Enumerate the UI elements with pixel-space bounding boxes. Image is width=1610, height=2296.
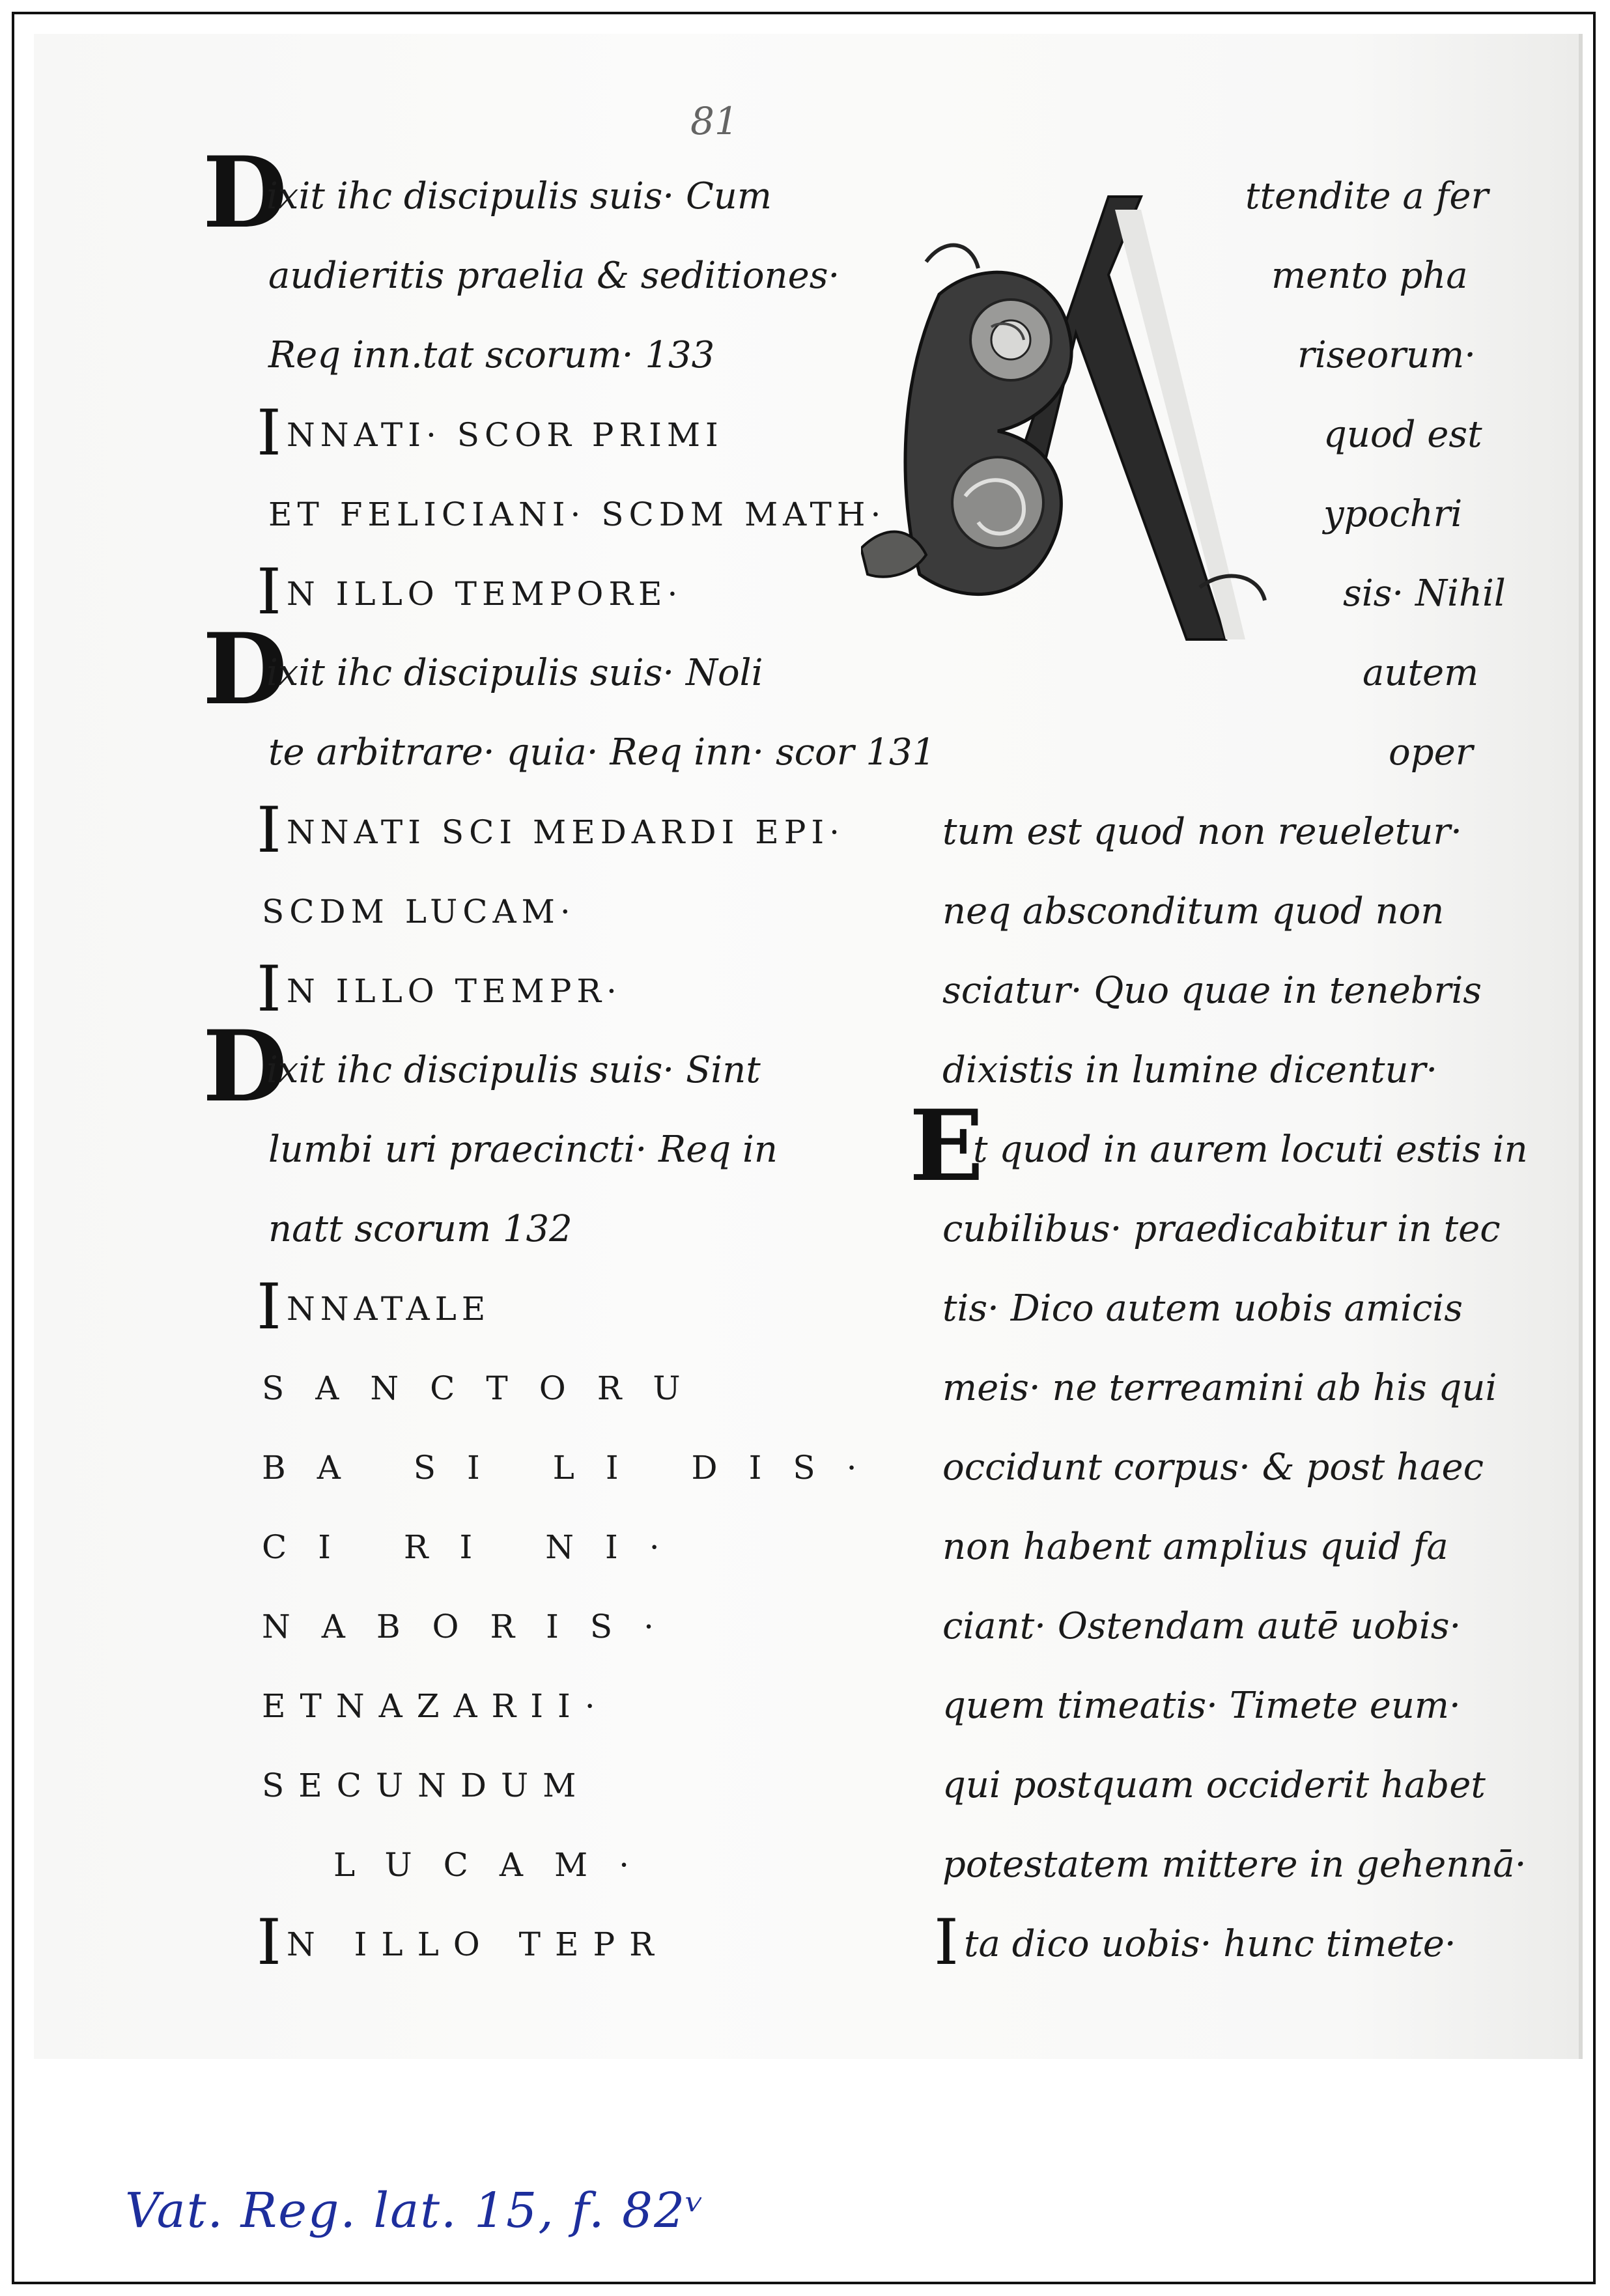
left-column-line: NABORIS·: [262, 1608, 686, 1645]
right-column-line: mento pha: [1271, 255, 1468, 297]
left-column-line: ET FELICIANI· SCDM MATH·: [268, 496, 886, 533]
left-column-line: CI RI NI·: [262, 1528, 691, 1566]
decorated-initial-i: I: [257, 555, 281, 628]
decorated-initial-d: D: [203, 612, 288, 727]
right-column-line: ttendite a fer: [1245, 175, 1489, 217]
right-column-line: sis· Nihil: [1343, 572, 1506, 615]
left-column-line: audieritis praelia & seditiones·: [268, 255, 840, 297]
catalog-caption: Vat. Reg. lat. 15, f. 82ᵛ: [125, 2183, 705, 2239]
left-column-line: lumbi uri praecincti· Req in: [268, 1128, 778, 1171]
decorated-initial-d: D: [203, 1009, 288, 1124]
left-column-line: SANCTORU: [262, 1369, 712, 1407]
left-column-line: N ILLO TEPR: [287, 1925, 668, 1963]
right-column-line: sciatur· Quo quae in tenebris: [942, 970, 1482, 1012]
decorated-initial-i: I: [257, 1906, 281, 1979]
decorated-initial-e: E: [909, 1089, 984, 1203]
left-column-line: NNATALE: [287, 1290, 491, 1328]
right-column-line: quem timeatis· Timete eum·: [942, 1685, 1461, 1727]
left-column-line: te arbitrare· quia· Req inn· scor 131: [268, 731, 936, 774]
right-column-line: neq absconditum quod non: [942, 890, 1445, 932]
illuminated-initial-a-icon: [861, 184, 1519, 698]
left-column-line: N ILLO TEMPORE·: [287, 575, 683, 613]
right-column-line: ta dico uobis· hunc timete·: [964, 1923, 1456, 1965]
right-column-line: non habent amplius quid fa: [942, 1526, 1448, 1568]
left-column-line: BA SI LI DIS·: [262, 1449, 888, 1487]
left-column-line: ixit ihc discipulis suis· Noli: [266, 652, 763, 694]
decorated-initial-i: I: [257, 1270, 281, 1343]
right-column-line: tum est quod non reueletur·: [942, 811, 1462, 853]
manuscript-leaf: [34, 34, 1583, 2059]
right-column-line: ypochri: [1323, 493, 1463, 535]
decorated-initial-i: I: [257, 397, 281, 469]
left-column-line: Req inn.tat scorum· 133: [268, 334, 715, 376]
right-column-line: dixistis in lumine dicentur·: [942, 1049, 1438, 1091]
left-column-line: SECUNDUM: [262, 1767, 591, 1804]
right-column-line: t quod in aurem locuti estis in: [973, 1128, 1528, 1171]
right-column-line: ciant· Ostendam autē uobis·: [942, 1605, 1462, 1647]
left-column-line: SCDM LUCAM·: [262, 893, 576, 931]
right-column-line: tis· Dico autem uobis amicis: [942, 1287, 1463, 1330]
left-column-line: NNATI· SCOR PRIMI: [287, 416, 724, 454]
left-column-line: natt scorum 132: [268, 1208, 572, 1250]
photograph-frame: [12, 12, 1596, 2284]
right-column-line: qui postquam occiderit habet: [942, 1764, 1486, 1806]
right-column-line: meis· ne terreamini ab his qui: [942, 1367, 1497, 1409]
right-column-line: quod est: [1323, 413, 1482, 456]
left-column-line: ixit ihc discipulis suis· Cum: [266, 175, 772, 217]
decorated-initial-i: I: [257, 794, 281, 867]
left-column-line: LUCAM·: [333, 1846, 661, 1884]
decorated-initial-i: I: [934, 1906, 959, 1979]
right-column-line: cubilibus· praedicabitur in tec: [942, 1208, 1501, 1250]
right-column-line: autem: [1363, 652, 1479, 694]
right-column-line: potestatem mittere in gehennā·: [942, 1843, 1527, 1886]
left-column-line: ETNAZARII·: [262, 1687, 610, 1725]
right-column-line: riseorum·: [1297, 334, 1476, 376]
decorated-initial-d: D: [203, 135, 288, 250]
folio-number: 81: [690, 99, 739, 143]
left-column-line: N ILLO TEMPR·: [287, 972, 622, 1010]
right-column-line: oper: [1389, 731, 1473, 774]
left-column-line: ixit ihc discipulis suis· Sint: [266, 1049, 761, 1091]
left-column-line: NNATI SCI MEDARDI EPI·: [287, 813, 845, 851]
right-column-line: occidunt corpus· & post haec: [942, 1446, 1484, 1489]
decorated-initial-i: I: [257, 953, 281, 1026]
